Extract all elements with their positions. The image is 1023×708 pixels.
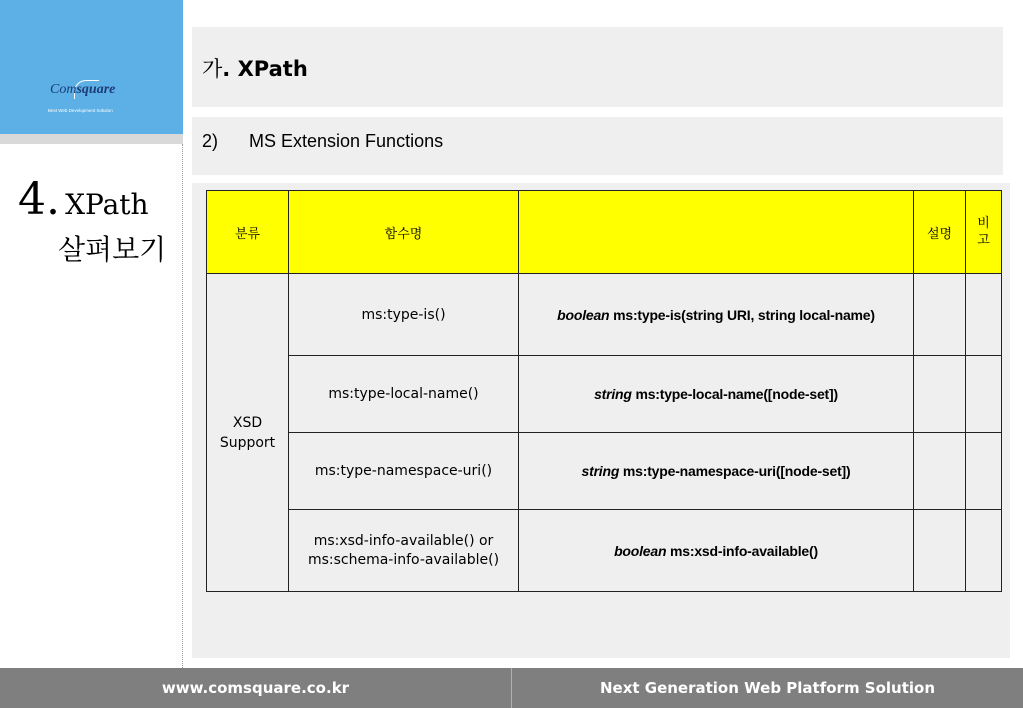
note-cell (966, 433, 1002, 510)
subheader-number: 2) (202, 131, 219, 151)
return-type: string (581, 463, 620, 479)
table-row (207, 433, 1002, 510)
header-signature (519, 191, 914, 274)
subheader-title: MS Extension Functions (249, 131, 444, 151)
signature-text: ms:type-namespace-uri([node-set]) (619, 463, 851, 479)
note-cell (966, 274, 1002, 356)
header-description: 설명 (914, 191, 966, 274)
title-panel (192, 27, 1003, 107)
description-cell (914, 433, 966, 510)
section-subtitle: 살펴보기 (58, 233, 167, 266)
footer-slogan: Next Generation Web Platform Solution (599, 679, 936, 697)
description-cell (914, 510, 966, 592)
signature-text: ms:type-is(string URI, string local-name) (609, 306, 875, 323)
function-name: ms:type-is() (289, 274, 519, 356)
section-number: 4. (18, 174, 60, 225)
subheader (202, 131, 443, 152)
subheader-panel (192, 117, 1003, 175)
function-name: ms:xsd-info-available() or ms:schema-info-available() (289, 510, 519, 592)
function-name: ms:type-namespace-uri() (289, 433, 519, 510)
functions-table (206, 190, 1002, 592)
function-signature (519, 274, 914, 356)
table-header-row (207, 191, 1002, 274)
table-row (207, 510, 1002, 592)
signature-text: ms:xsd-info-available() (666, 542, 818, 559)
section-heading (18, 176, 183, 229)
return-type: string (594, 386, 632, 402)
title-prefix: 가 (202, 57, 223, 81)
signature-text: ms:type-local-name([node-set]) (631, 386, 838, 402)
footer-website: www.comsquare.co.kr (161, 679, 350, 697)
function-signature (519, 433, 914, 510)
note-cell (966, 510, 1002, 592)
section-name: XPath (65, 188, 149, 221)
note-cell (966, 356, 1002, 433)
return-type: boolean (614, 542, 667, 559)
logo-panel (0, 0, 183, 134)
table-row (207, 356, 1002, 433)
header-note: 비 고 (966, 191, 1002, 274)
logo-tagline: Best Web Development Solution (48, 108, 113, 113)
header-function-name: 함수명 (289, 191, 519, 274)
title-text: . XPath (222, 57, 308, 81)
description-cell (914, 274, 966, 356)
footer-bar (0, 668, 1023, 708)
function-signature (519, 510, 914, 592)
logo-brand: Comsquare (50, 82, 116, 97)
return-type: boolean (557, 306, 610, 323)
header-category: 분류 (207, 191, 289, 274)
page-title (202, 53, 308, 83)
company-logo (46, 80, 136, 120)
sidebar-divider (0, 134, 183, 144)
table-row (207, 274, 1002, 356)
function-name: ms:type-local-name() (289, 356, 519, 433)
category-cell: XSD Support (207, 274, 289, 592)
description-cell (914, 356, 966, 433)
function-signature (519, 356, 914, 433)
